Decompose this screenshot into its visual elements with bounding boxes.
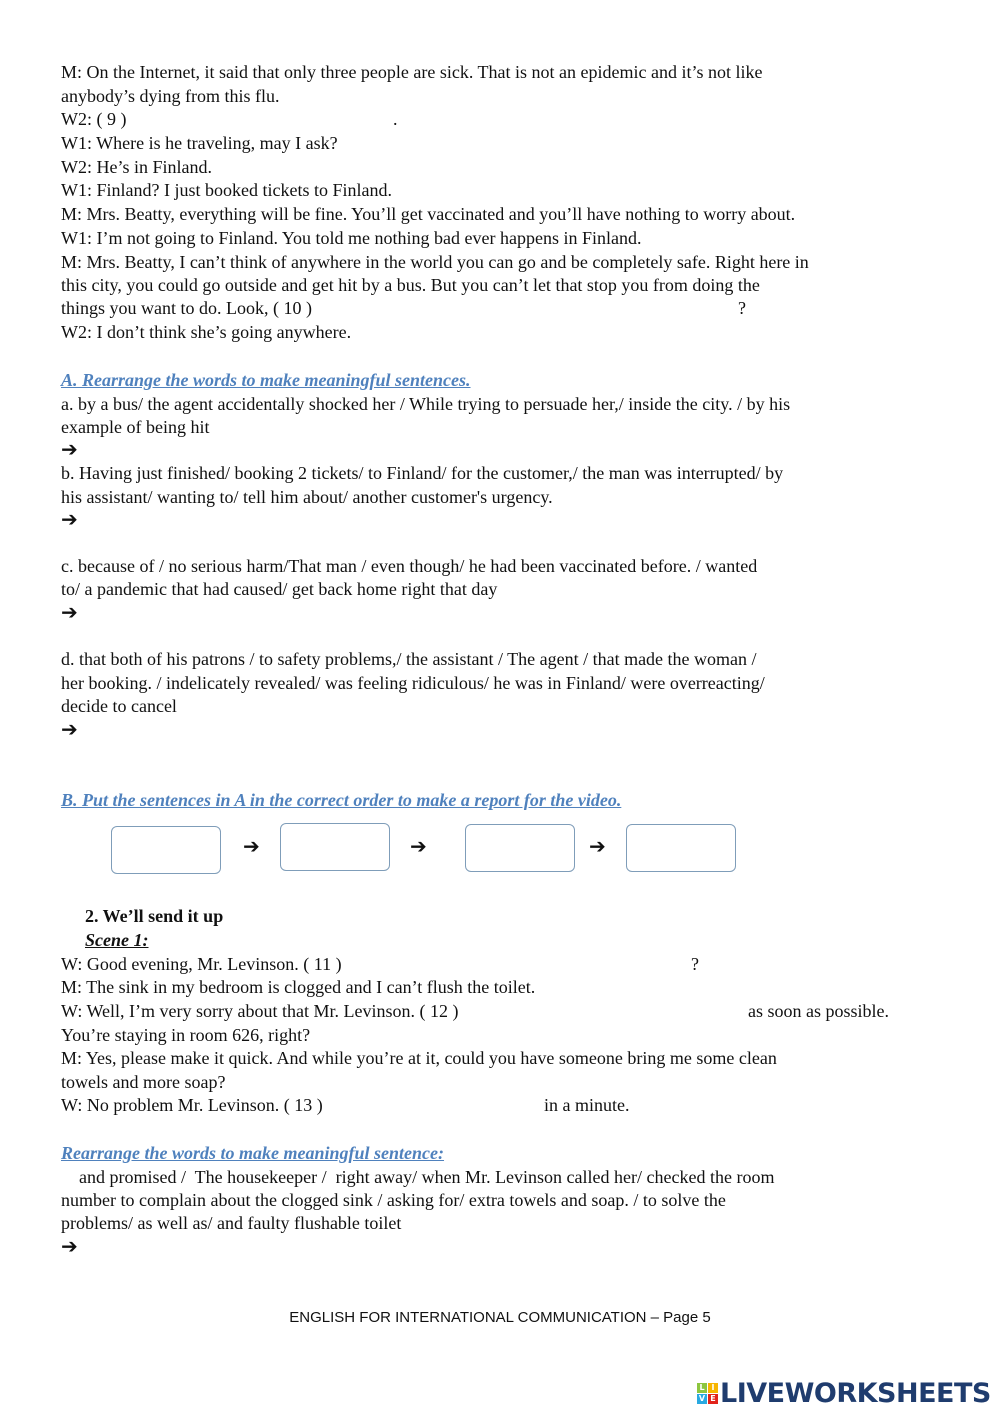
order-box-3[interactable] — [465, 824, 575, 872]
item-d-line: decide to cancel — [61, 696, 177, 716]
item-c-line: c. because of / no serious harm/That man / even though/ he had been vaccinated before. / wanted — [61, 556, 758, 576]
answer-input-11[interactable] — [385, 954, 689, 976]
arrow-icon: ➔ — [61, 600, 78, 624]
item-c-line: to/ a pandemic that had caused/ get back home right that day — [61, 579, 498, 599]
punctuation: ? — [738, 298, 746, 318]
dialogue-line: M: Mrs. Beatty, I can’t think of anywhere in the world you can go and be completely safe. Right here in — [61, 252, 809, 272]
arrow-icon: ➔ — [243, 834, 260, 858]
item-a-line: a. by a bus/ the agent accidentally shocked her / While trying to persuade her,/ inside the city. / by his — [61, 394, 791, 414]
answer-input-10[interactable] — [360, 298, 734, 320]
answer-input-c[interactable] — [85, 602, 939, 624]
liveworksheets-logo — [697, 1378, 991, 1409]
dialogue-line: W2: He’s in Finland. — [61, 157, 212, 177]
page-footer: ENGLISH FOR INTERNATIONAL COMMUNICATION – Page 5 — [289, 1309, 711, 1326]
logo-tile: V — [698, 1394, 706, 1403]
logo-tile: L — [697, 1383, 707, 1393]
item-b-line: b. Having just finished/ booking 2 tickets/ to Finland/ for the customer,/ the man was interrupted/ by — [61, 463, 784, 483]
arrow-icon: ➔ — [61, 507, 78, 531]
dialogue-line: M: The sink in my bedroom is clogged and I can’t flush the toilet. — [61, 977, 536, 997]
arrow-icon: ➔ — [61, 717, 78, 741]
part2-title: 2. We’ll send it up — [85, 906, 224, 926]
arrow-icon: ➔ — [61, 437, 78, 461]
rearrange-line: and promised / The housekeeper / right away/ when Mr. Levinson called her/ checked the room — [61, 1167, 775, 1187]
logo-tile: E — [708, 1394, 718, 1404]
rearrange-line: problems/ as well as/ and faulty flushable toilet — [61, 1213, 402, 1233]
dialogue-line: W1: Finland? I just booked tickets to Finland. — [61, 180, 392, 200]
item-a-line: example of being hit — [61, 417, 210, 437]
section-b-heading: B. Put the sentences in A in the correct order to make a report for the video. — [61, 790, 622, 810]
scene-label: Scene 1: — [85, 930, 149, 950]
rearrange-heading: Rearrange the words to make meaningful sentence: — [61, 1143, 445, 1163]
logo-tile: I — [708, 1383, 718, 1393]
logo-text: LIVEWORKSHEETS — [720, 1378, 991, 1409]
dialogue-line: W1: I’m not going to Finland. You told me nothing bad ever happens in Finland. — [61, 228, 642, 248]
dialogue-line: this city, you could go outside and get hit by a bus. But you can’t let that stop you from doing the — [61, 275, 760, 295]
punctuation: . — [393, 109, 398, 129]
item-d-line: her booking. / indelicately revealed/ was feeling ridiculous/ he was in Finland/ were overreacting/ — [61, 673, 765, 693]
dialogue-line: W: Well, I’m very sorry about that Mr. Levinson. ( 12 ) — [61, 1001, 459, 1021]
arrow-icon: ➔ — [61, 1234, 78, 1258]
answer-input-b[interactable] — [85, 509, 939, 531]
rearrange-line: number to complain about the clogged sink / asking for/ extra towels and soap. / to solve the — [61, 1190, 726, 1210]
arrow-icon: ➔ — [589, 834, 606, 858]
blank-suffix: as soon as possible. — [748, 1001, 889, 1021]
dialogue-line: towels and more soap? — [61, 1072, 226, 1092]
punctuation: ? — [691, 954, 699, 974]
dialogue-line: M: On the Internet, it said that only three people are sick. That is not an epidemic and it’s not like — [61, 62, 763, 82]
dialogue-line: M: Mrs. Beatty, everything will be fine. You’ll get vaccinated and you’ll have nothing to worry about. — [61, 204, 796, 224]
dialogue-line: W: No problem Mr. Levinson. ( 13 ) — [61, 1095, 323, 1115]
dialogue-line: anybody’s dying from this flu. — [61, 86, 280, 106]
order-box-1[interactable] — [111, 826, 221, 874]
dialogue-line: W2: ( 9 ) — [61, 109, 127, 129]
dialogue-line: M: Yes, please make it quick. And while you’re at it, could you have someone bring me some clean — [61, 1048, 777, 1068]
item-d-line: d. that both of his patrons / to safety problems,/ the assistant / The agent / that made the woman / — [61, 649, 757, 669]
dialogue-line: You’re staying in room 626, right? — [61, 1025, 311, 1045]
answer-input-13[interactable] — [367, 1095, 541, 1117]
answer-input-a[interactable] — [85, 439, 939, 461]
dialogue-line: W2: I don’t think she’s going anywhere. — [61, 322, 352, 342]
section-a-heading: A. Rearrange the words to make meaningful sentences. — [61, 370, 471, 390]
answer-input-12[interactable] — [525, 1001, 744, 1023]
blank-suffix: in a minute. — [544, 1095, 630, 1115]
dialogue-line: W: Good evening, Mr. Levinson. ( 11 ) — [61, 954, 342, 974]
answer-input-9[interactable] — [140, 109, 394, 131]
logo-tiles-icon — [697, 1383, 718, 1404]
order-box-4[interactable] — [626, 824, 736, 872]
answer-input-rearrange[interactable] — [85, 1236, 939, 1258]
dialogue-line: things you want to do. Look, ( 10 ) — [61, 298, 312, 318]
dialogue-line: W1: Where is he traveling, may I ask? — [61, 133, 338, 153]
arrow-icon: ➔ — [410, 834, 427, 858]
item-b-line: his assistant/ wanting to/ tell him about/ another customer's urgency. — [61, 487, 553, 507]
answer-input-d[interactable] — [85, 719, 939, 741]
order-box-2[interactable] — [280, 823, 390, 871]
